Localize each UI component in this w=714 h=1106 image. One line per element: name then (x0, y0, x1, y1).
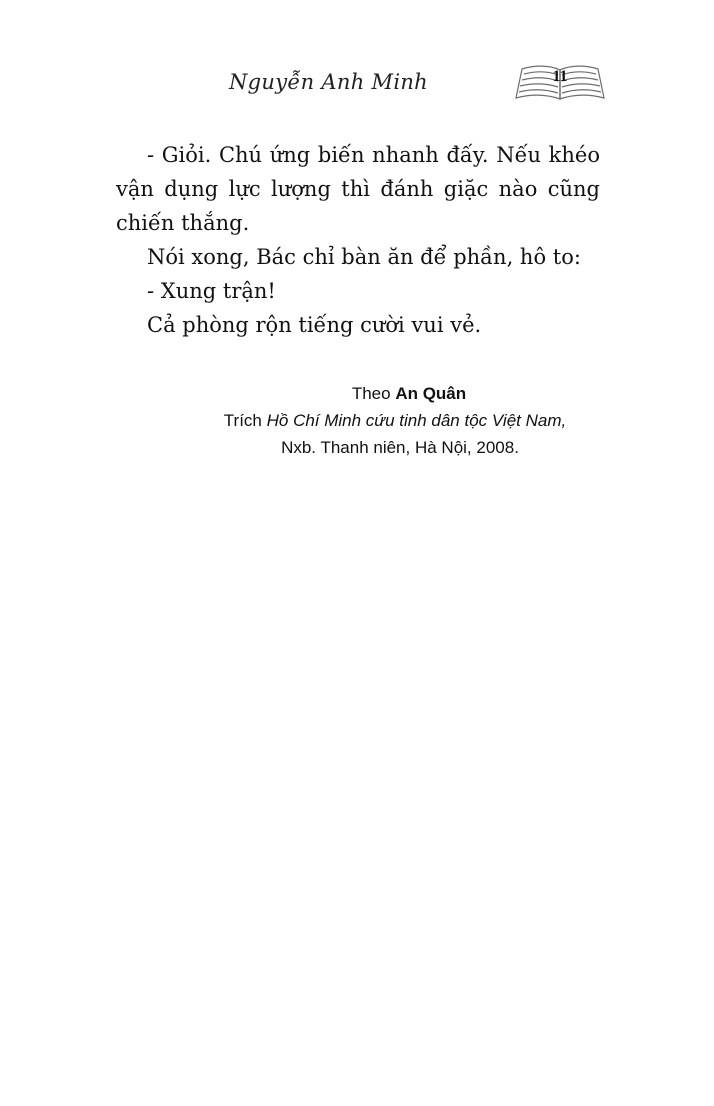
credit-author-line (160, 380, 630, 407)
body-text (116, 138, 600, 342)
excerpt-label: Trích (223, 411, 262, 430)
page-number: 11 (552, 68, 568, 85)
paragraph: - Xung trận! (147, 279, 276, 303)
paragraph: Nói xong, Bác chỉ bàn ăn để phần, hô to: (147, 245, 581, 269)
book-title: Hồ Chí Minh cứu tinh dân tộc Việt Nam, (266, 411, 567, 430)
paragraph: - Giỏi. Chú ứng biến nhanh đấy. Nếu khéo vận dụng lực lượng thì đánh giặc nào cũng chiến thắng. (116, 143, 600, 235)
running-title: Nguyễn Anh Minh (229, 70, 428, 94)
source-credit (160, 380, 630, 461)
paragraph: Cả phòng rộn tiếng cười vui vẻ. (147, 313, 482, 337)
theo-label: Theo (351, 384, 391, 403)
credit-title-line (160, 407, 630, 434)
publisher-line: Nxb. Thanh niên, Hà Nội, 2008. (281, 438, 519, 457)
author-name: An Quân (395, 384, 467, 403)
